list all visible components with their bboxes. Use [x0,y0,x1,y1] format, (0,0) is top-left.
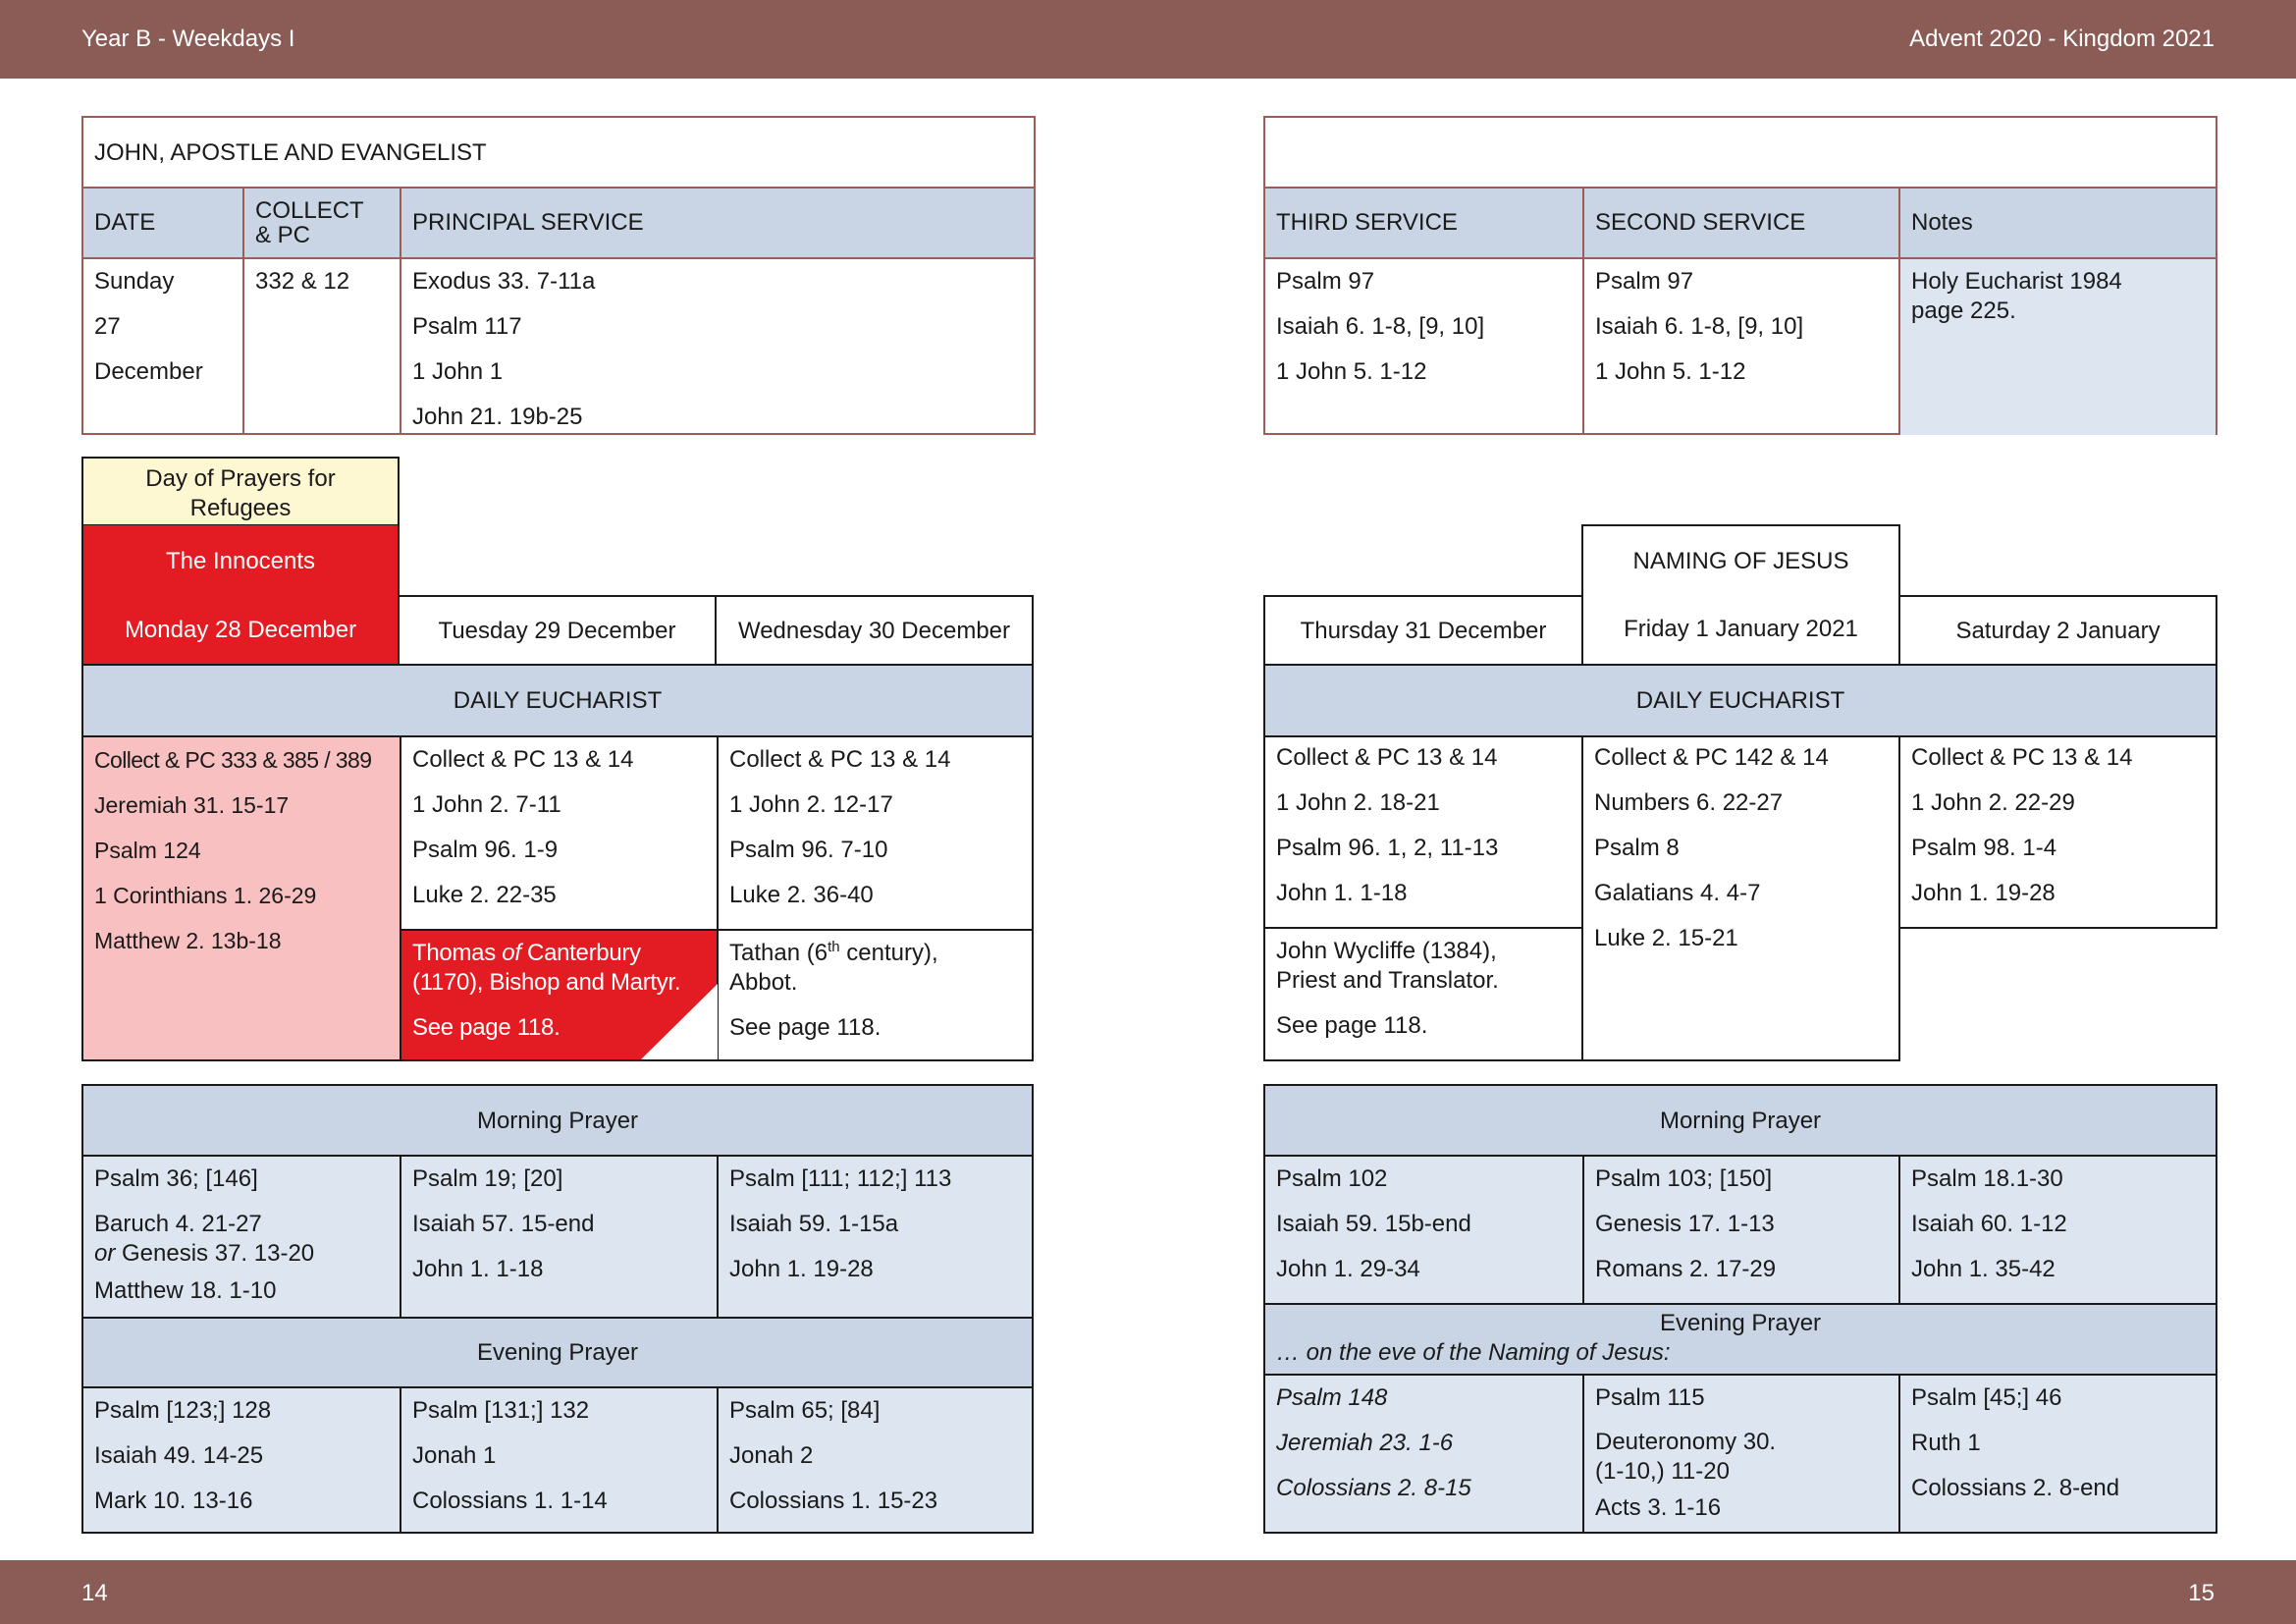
reading: Galatians 4. 4-7 [1594,880,1761,906]
principal-cell [401,259,1034,436]
reading: Psalm 148 [1276,1384,1388,1411]
reading: Jonah 1 [412,1442,497,1469]
col-header-collect [244,198,401,257]
evening-prayer-label-right: Evening Prayer [1659,1310,1822,1336]
reading: 1 John 2. 7-11 [412,791,561,818]
reading: Genesis 17. 1-13 [1595,1211,1775,1237]
reading: John 1. 1-18 [412,1256,544,1282]
reading: John 1. 1-18 [1276,880,1408,906]
reading: Acts 3. 1-16 [1595,1494,1722,1521]
reading: Exodus 33. 7-11a [412,268,596,295]
date-line: December [94,358,203,385]
office-table-left [81,1084,1034,1534]
reading: Isaiah 59. 1-15a [729,1211,899,1237]
morning-thursday [1265,1157,1582,1304]
reading: Isaiah 6. 1-8, [9, 10] [1276,313,1485,340]
evening-friday [1584,1376,1898,1532]
reading: Collect & PC 333 & 385 / 389 [94,747,372,773]
col-header-third: THIRD SERVICE [1276,209,1458,236]
eucharist-tuesday [401,737,717,930]
evening-thursday [1265,1376,1582,1532]
reading: 1 Corinthians 1. 26-29 [94,883,317,908]
reading: Psalm 96. 1-9 [412,837,559,863]
reading: Matthew 2. 13b-18 [94,928,282,953]
reading: Psalm 8 [1594,835,1680,861]
reading: Colossians 1. 1-14 [412,1488,608,1514]
reading: Psalm [111; 112;] 113 [729,1165,952,1192]
collect-cell [244,259,400,308]
reading: 1 John 5. 1-12 [1276,358,1427,385]
or-italic: or [94,1240,116,1267]
reading: Jonah 2 [729,1442,814,1469]
eve-note: … on the eve of the Naming of Jesus: [1276,1339,1671,1366]
white-corner-triangle [641,984,718,1059]
eucharist-thursday [1265,735,1581,928]
reading: Genesis 37. 13-20 [122,1240,315,1267]
day-monday: Monday 28 December [124,617,357,643]
reading: John 1. 19-28 [1911,880,2056,906]
reading: Psalm [123;] 128 [94,1397,272,1424]
daily-eucharist-label-right: DAILY EUCHARIST [1263,664,2217,737]
reading: Colossians 2. 8-end [1911,1475,2120,1501]
reading: Collect & PC 142 & 14 [1594,744,1829,771]
morning-prayer-label: Morning Prayer [83,1086,1032,1155]
page-number-right: 15 [2188,1580,2215,1606]
reading: Numbers 6. 22-27 [1594,789,1784,816]
reading: (1-10,) 11-20 [1595,1458,1730,1485]
reading: 1 John 2. 12-17 [729,791,893,818]
evening-prayer-label: Evening Prayer [83,1319,1032,1386]
reading: Romans 2. 17-29 [1595,1256,1777,1282]
reading: Mark 10. 13-16 [94,1488,253,1514]
reading: John 1. 19-28 [729,1256,874,1282]
reading: Isaiah 57. 15-end [412,1211,595,1237]
refugees-line: Day of Prayers for [145,465,336,492]
eucharist-table-left [81,664,1034,1061]
day-saturday: Saturday 2 January [1898,595,2217,666]
reading: Deuteronomy 30. [1595,1429,1777,1455]
thomas-place: Canterbury [520,940,641,966]
eucharist-monday [83,737,400,1059]
collect-header-line1: COLLECT [255,198,364,224]
reading: Psalm 97 [1595,268,1694,295]
reading: Ruth 1 [1911,1430,1981,1456]
reading: John 1. 29-34 [1276,1256,1420,1282]
tathan-name: Tathan (6 [729,940,828,966]
second-service-cell [1584,259,1898,436]
thomas-name: Thomas [412,940,503,966]
reading: Collect & PC 13 & 14 [1276,744,1498,771]
naming-of-jesus-label: NAMING OF JESUS [1581,524,1900,597]
col-header-second: SECOND SERVICE [1595,209,1806,236]
col-header-date: DATE [94,209,156,236]
header-left: Year B - Weekdays I [81,26,295,52]
reading: Luke 2. 36-40 [729,882,874,908]
reading: Jeremiah 23. 1-6 [1276,1430,1454,1456]
reading: Psalm 65; [84] [729,1397,881,1424]
reading: Psalm 115 [1595,1384,1705,1411]
reading: Baruch 4. 21-27 [94,1211,262,1237]
reading: Luke 2. 15-21 [1594,925,1738,951]
page-header [0,0,2296,79]
reading: 1 John 1 [412,358,504,385]
reading: Isaiah 6. 1-8, [9, 10] [1595,313,1804,340]
reading: John 1. 35-42 [1911,1256,2056,1282]
reading: Collect & PC 13 & 14 [412,746,634,773]
eucharist-thursday-box [1263,735,1583,1061]
evening-prayer-header-right [1265,1305,2216,1374]
thomas-of: of [502,940,521,966]
commemoration-wycliffe [1265,929,1581,1057]
day-tuesday: Tuesday 29 December [398,595,717,666]
reading: Colossians 2. 8-15 [1276,1475,1471,1501]
day-wednesday: Wednesday 30 December [715,595,1034,666]
notes-cell [1900,259,2216,435]
john-table-left [81,116,1036,435]
reading: Matthew 18. 1-10 [94,1277,277,1304]
wycliffe-see-page: See page 118. [1276,1012,1428,1039]
refugees-label [81,457,400,526]
date-cell [83,259,242,436]
tathan-century: century), [839,940,938,966]
reading: Psalm 102 [1276,1165,1388,1192]
reading: Isaiah 60. 1-12 [1911,1211,2067,1237]
date-line: 27 [94,313,121,340]
reading: Psalm 18.1-30 [1911,1165,2063,1192]
evening-saturday [1900,1376,2216,1532]
day-friday: Friday 1 January 2021 [1581,595,1900,666]
reading: Psalm [131;] 132 [412,1397,590,1424]
collect-value: 332 & 12 [255,268,350,295]
reading: Psalm 96. 7-10 [729,837,888,863]
innocents-header [81,525,400,665]
reading: Psalm 97 [1276,268,1375,295]
reading: Luke 2. 22-35 [412,882,557,908]
refugees-line: Refugees [189,495,292,521]
reading: Psalm 117 [412,313,522,340]
evening-monday [83,1388,400,1532]
reading: 1 John 5. 1-12 [1595,358,1746,385]
reading: Collect & PC 13 & 14 [1911,744,2133,771]
day-thursday: Thursday 31 December [1263,595,1583,666]
col-header-notes: Notes [1911,209,1973,236]
reading: Isaiah 49. 14-25 [94,1442,264,1469]
reading: Psalm 96. 1, 2, 11-13 [1276,835,1499,861]
reading: Isaiah 59. 15b-end [1276,1211,1471,1237]
daily-eucharist-label: DAILY EUCHARIST [83,666,1032,735]
reading: Psalm 19; [20] [412,1165,563,1192]
notes-line: Holy Eucharist 1984 [1911,268,2122,295]
evening-tuesday [401,1388,717,1532]
morning-saturday [1900,1157,2216,1304]
wycliffe-name: John Wycliffe (1384), [1276,938,1497,964]
eucharist-wednesday [719,737,1033,930]
eucharist-friday [1581,735,1900,1061]
reading: Psalm 36; [146] [94,1165,258,1192]
page-footer [0,1560,2296,1624]
header-right: Advent 2020 - Kingdom 2021 [1909,26,2215,52]
innocents-title: The Innocents [165,548,316,574]
col-header-principal: PRINCIPAL SERVICE [412,209,644,236]
morning-monday [83,1157,400,1317]
date-line: Sunday [94,268,175,295]
tathan-sup: th [828,939,840,955]
reading: Jeremiah 31. 15-17 [94,792,290,818]
feast-title: JOHN, APOSTLE AND EVANGELIST [94,139,487,166]
thomas-title: (1170), Bishop and Martyr. [412,969,681,996]
reading: 1 John 2. 18-21 [1276,789,1440,816]
eucharist-saturday [1898,735,2217,929]
reading: John 21. 19b-25 [412,404,583,430]
thomas-see-page: See page 118. [412,1014,561,1041]
reading: Psalm [45;] 46 [1911,1384,2062,1411]
reading: Psalm 103; [150] [1595,1165,1773,1192]
tathan-title: Abbot. [729,969,798,996]
reading: Psalm 124 [94,838,201,863]
morning-tuesday [401,1157,717,1317]
reading: Collect & PC 13 & 14 [729,746,951,773]
reading: 1 John 2. 22-29 [1911,789,2075,816]
notes-line: page 225. [1911,298,2016,324]
third-service-cell [1265,259,1582,436]
reading: Psalm 98. 1-4 [1911,835,2057,861]
morning-prayer-label-right: Morning Prayer [1265,1086,2216,1155]
tathan-see-page: See page 118. [729,1014,881,1041]
office-table-right [1263,1084,2217,1534]
commemoration-tathan [719,931,1033,1059]
john-table-right [1263,116,2217,435]
evening-wednesday [719,1388,1033,1532]
wycliffe-title: Priest and Translator. [1276,967,1499,994]
morning-wednesday [719,1157,1033,1317]
morning-friday [1584,1157,1898,1304]
page-number-left: 14 [81,1580,108,1606]
reading: Colossians 1. 15-23 [729,1488,938,1514]
collect-header-line2: & PC [255,222,311,248]
